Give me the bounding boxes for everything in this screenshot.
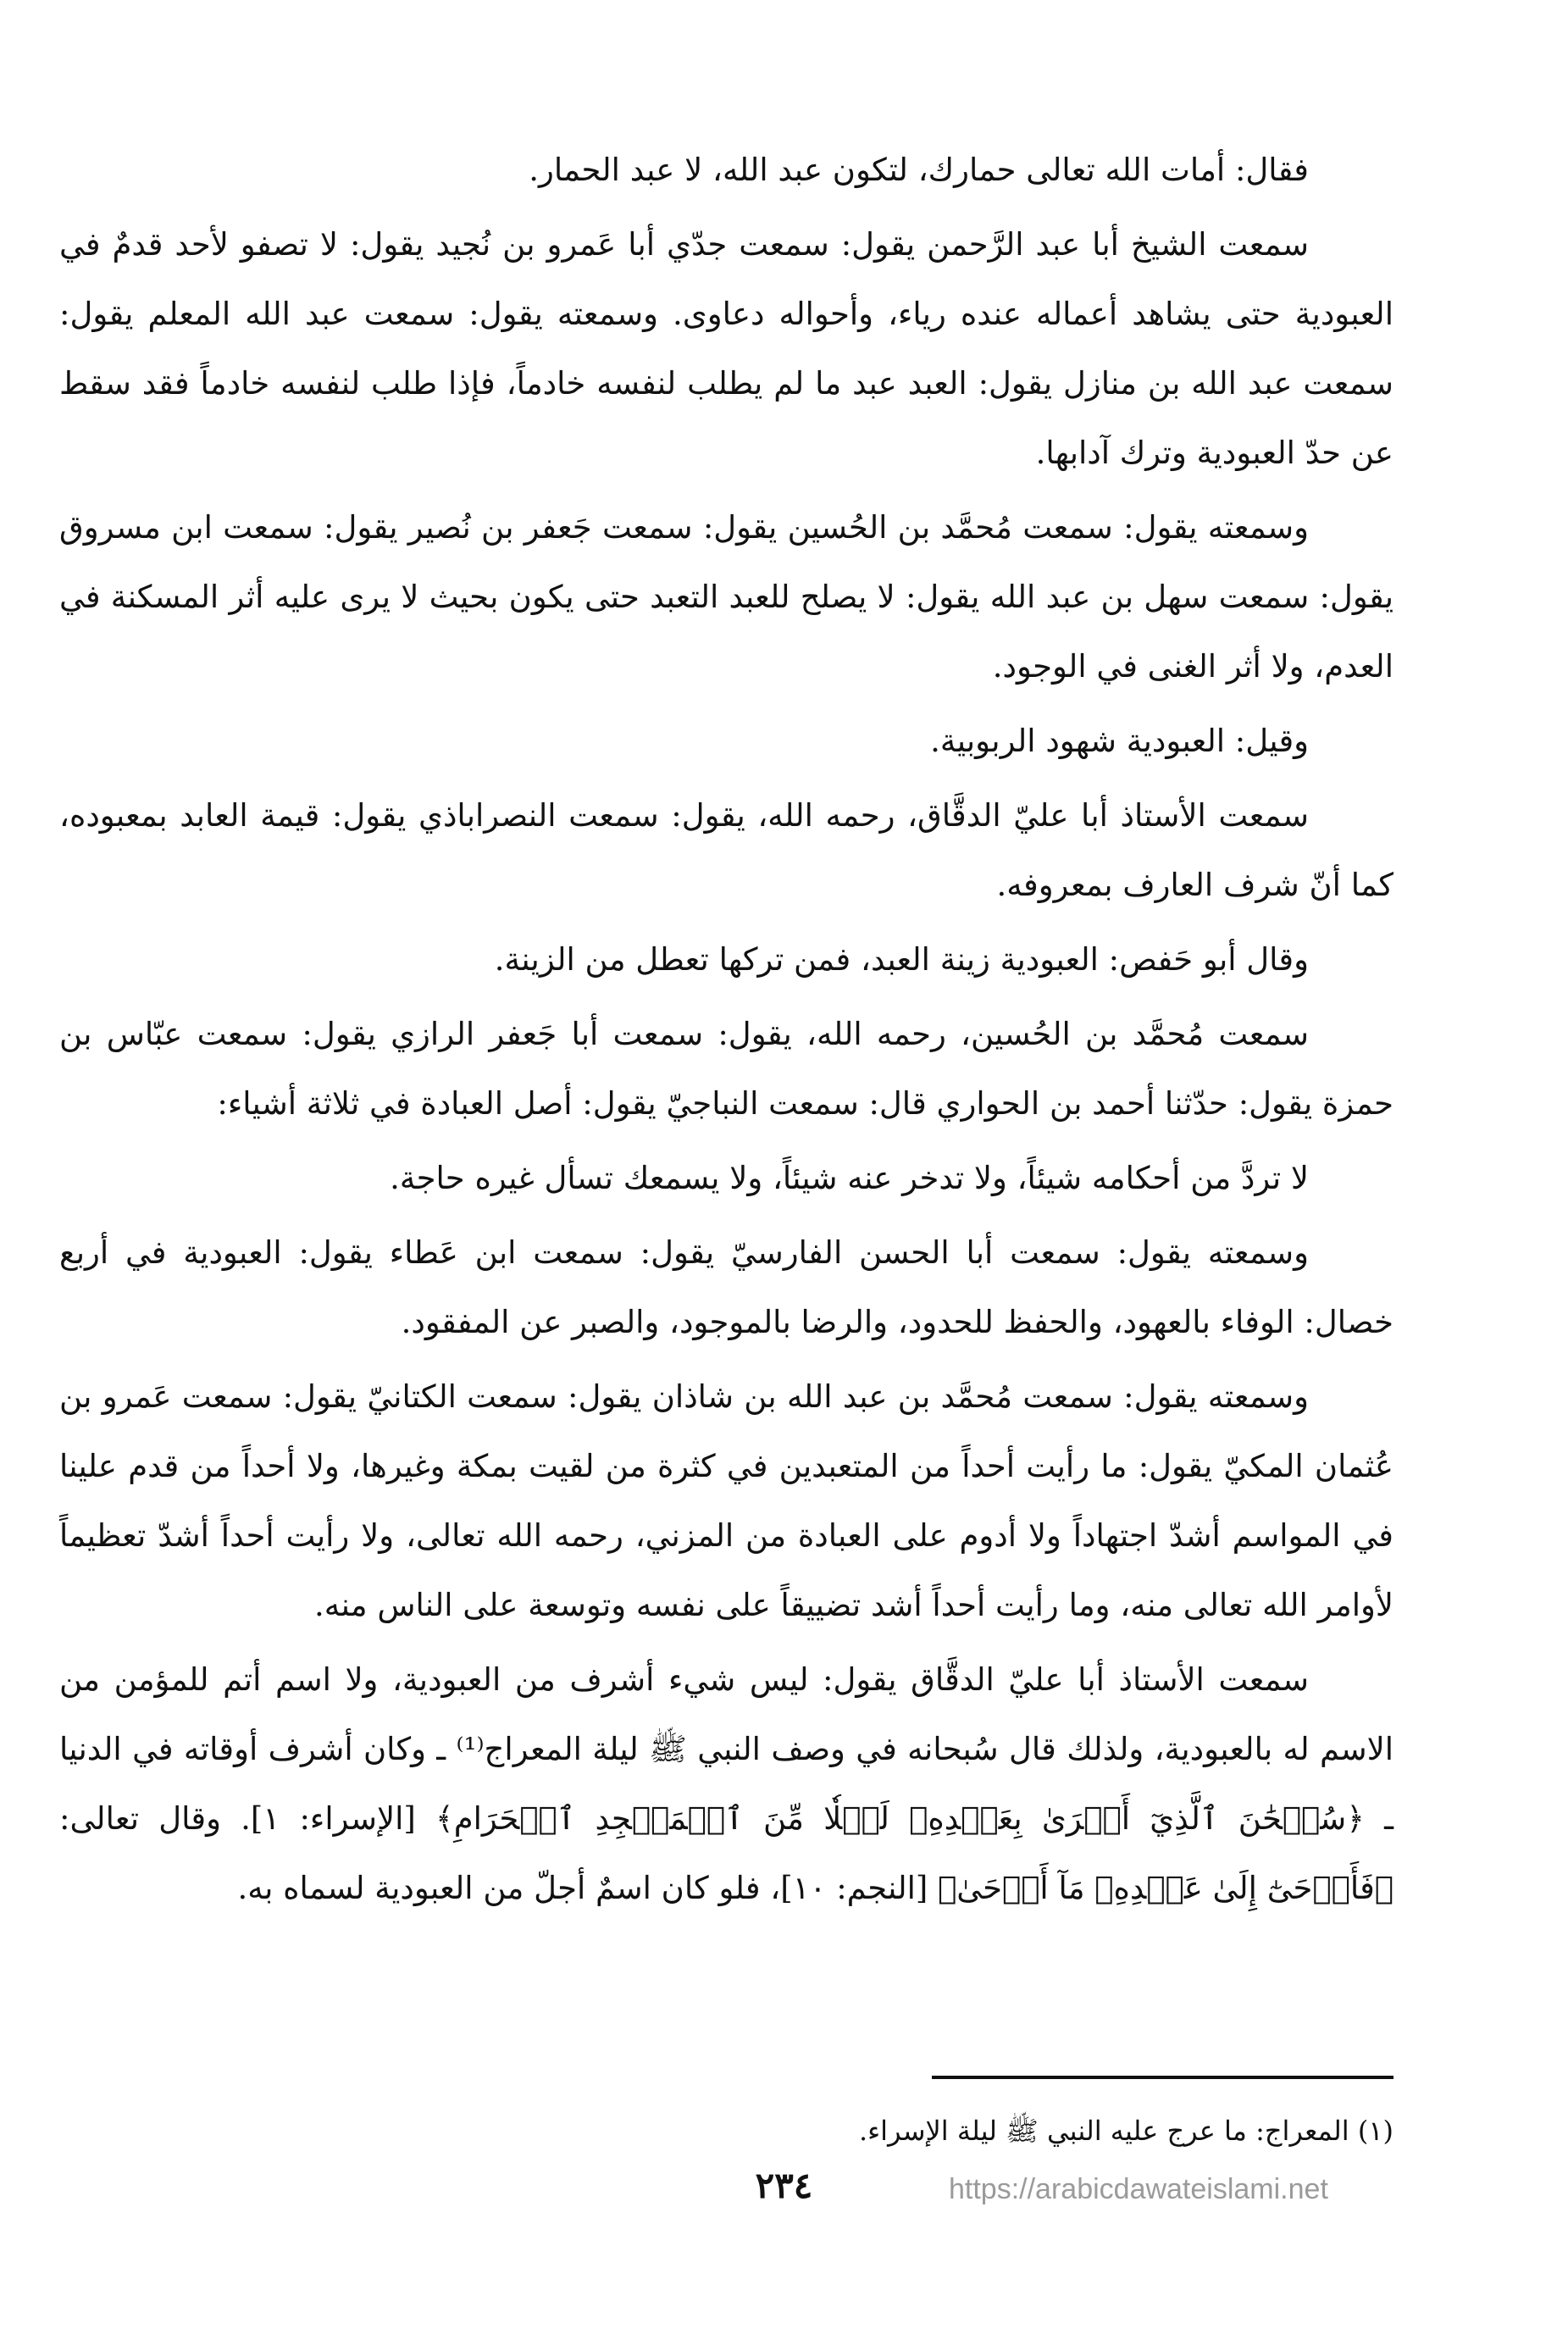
paragraph-4: وقيل: العبودية شهود الربوبية. [930, 723, 1309, 759]
paragraph-2: سمعت الشيخ أبا عبد الرَّحمن يقول: سمعت جدّي أبا عَمرو بن نُجيد يقول: لا تصفو لأحد قدمٌ في العبودية حتى يشاهد أعماله عنده رياء، وأحواله دعاوى. وسمعته يقول: سمعت عبد الله المعلم يقول: سمعت عبد الله بن منازل يقول: العبد عبد ما لم يطلب لنفسه خادماً، فإذا طلب لنفسه خادماً فقد سقط عن حدّ العبودية وترك آدابها. [59, 226, 1393, 471]
footnote-divider [932, 2076, 1393, 2079]
paragraph-9: وسمعته يقول: سمعت أبا الحسن الفارسيّ يقول: سمعت ابن عَطاء يقول: العبودية في أربع خصال: الوفاء بالعهود، والحفظ للحدود، والرضا بالموجود، والصبر عن المفقود. [59, 1234, 1393, 1340]
watermark-url: https://arabicdawateislami.net [949, 2173, 1328, 2205]
paragraph-5: سمعت الأستاذ أبا عليّ الدقَّاق، رحمه الله، يقول: سمعت النصراباذي يقول: قيمة العابد بمعبوده، كما أنّ شرف العارف بمعروفه. [59, 797, 1393, 903]
paragraph-8: لا تردَّ من أحكامه شيئاً، ولا تدخر عنه شيئاً، ولا يسمعك تسأل غيره حاجة. [390, 1160, 1309, 1196]
footnote: (١) المعراج: ما عرج عليه النبي ﷺ ليلة الإسراء. [858, 2115, 1393, 2147]
paragraph-6: وقال أبو حَفص: العبودية زينة العبد، فمن تركها تعطل من الزينة. [494, 941, 1309, 978]
paragraph-11: سمعت الأستاذ أبا عليّ الدقَّاق يقول: ليس شيء أشرف من العبودية، ولا اسم أتم للمؤمن من الاسم له بالعبودية، ولذلك قال سُبحانه في وصف النبي ﷺ ليلة المعراج⁽¹⁾ ـ وكان أشرف أوقاته في الدنيا ـ ﴿سُبۡحَٰنَ ٱلَّذِيٓ أَسۡرَىٰ بِعَبۡدِهِۦ لَيۡلٗا مِّنَ ٱلۡمَسۡجِدِ ٱلۡحَرَامِ﴾ [الإسراء: ١]. وقال تعالى: ﴿فَأَوۡحَىٰٓ إِلَىٰ عَبۡدِهِۦ مَآ أَوۡحَىٰ﴾ [النجم: ١٠]، فلو كان اسمٌ أجلّ من العبودية لسماه به. [59, 1661, 1393, 1906]
paragraph-1: فقال: أمات الله تعالى حمارك، لتكون عبد الله، لا عبد الحمار. [529, 152, 1309, 188]
paragraph-3: وسمعته يقول: سمعت مُحمَّد بن الحُسين يقول: سمعت جَعفر بن نُصير يقول: سمعت ابن مسروق يقول: سمعت سهل بن عبد الله يقول: لا يصلح للعبد التعبد حتى يكون بحيث لا يرى عليه أثر المسكنة في العدم، ولا أثر الغنى في الوجود. [59, 509, 1393, 685]
body-text [59, 136, 1393, 1928]
page-number: ٢٣٤ [755, 2165, 813, 2206]
paragraph-7: سمعت مُحمَّد بن الحُسين، رحمه الله، يقول: سمعت أبا جَعفر الرازي يقول: سمعت عبّاس بن حمزة يقول: حدّثنا أحمد بن الحواري قال: سمعت النباجيّ يقول: أصل العبادة في ثلاثة أشياء: [59, 1016, 1393, 1122]
paragraph-10: وسمعته يقول: سمعت مُحمَّد بن عبد الله بن شاذان يقول: سمعت الكتانيّ يقول: سمعت عَمرو بن عُثمان المكيّ يقول: ما رأيت أحداً من المتعبدين في كثرة من لقيت بمكة وغيرها، ولا أحداً من قدم علينا في المواسم أشدّ اجتهاداً ولا أدوم على العبادة من المزني، رحمه الله تعالى، ولا رأيت أحداً أشدّ تعظيماً لأوامر الله تعالى منه، وما رأيت أحداً أشد تضييقاً على نفسه وتوسعة على الناس منه. [59, 1378, 1393, 1623]
